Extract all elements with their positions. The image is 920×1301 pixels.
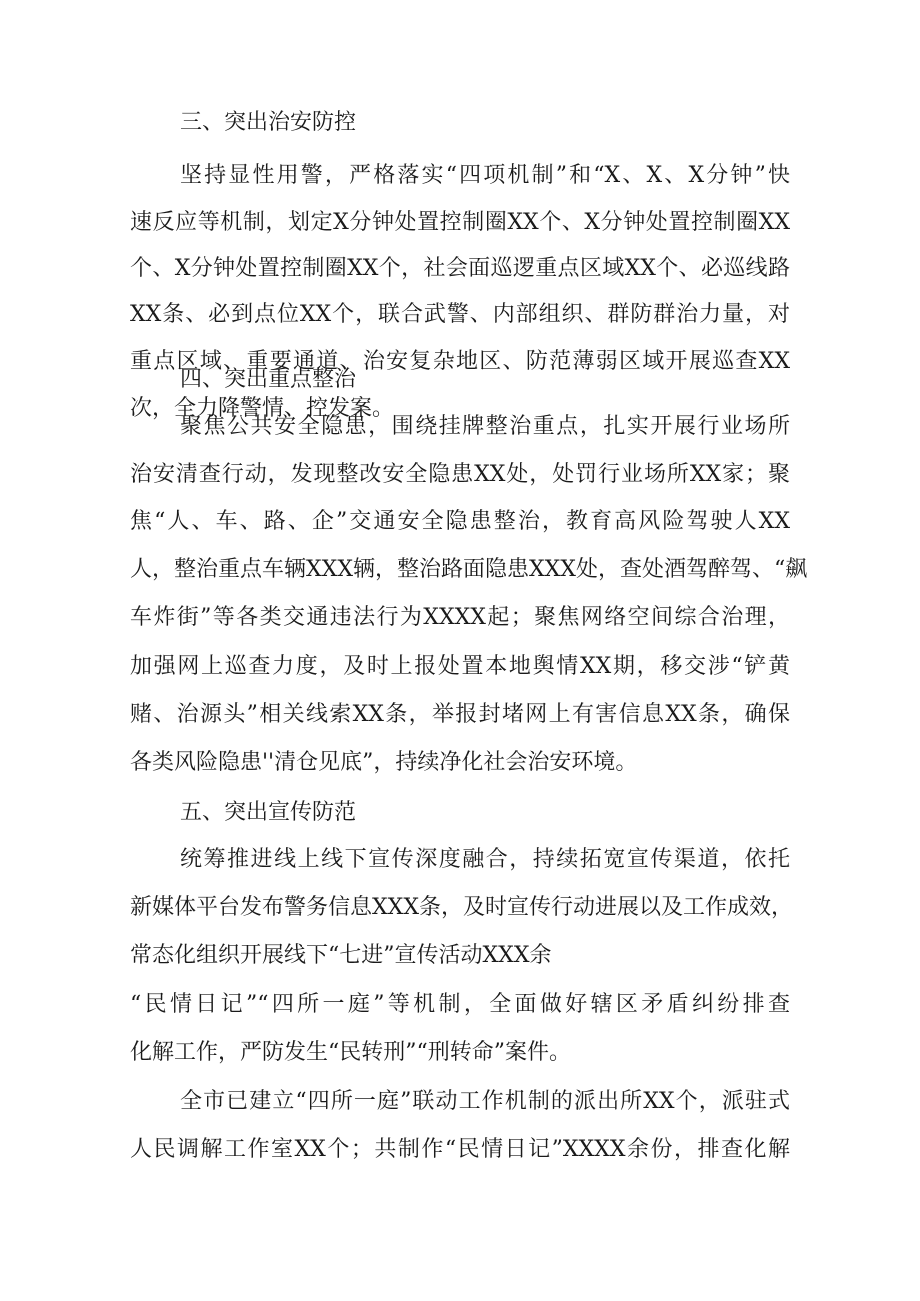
section-heading-3: 三、突出治安防控 (180, 110, 357, 135)
paragraph-line: 人民调解工作室XX个；共制作“民情日记”XXXX余份，排查化解 (130, 1137, 790, 1162)
paragraph-line: 车炸街”等各类交通违法行为XXXX起；聚焦网络空间综合治理， (130, 605, 790, 630)
paragraph-line: 次，全力降警情、控发案。 (130, 396, 395, 421)
paragraph-line: XX条、必到点位XX个，联合武警、内部组织、群防群治力量，对 (130, 302, 790, 327)
paragraph-line: 速反应等机制，划定X分钟处置控制圈XX个、X分钟处置控制圈XX (130, 210, 790, 235)
section-heading-5: 五、突出宣传防范 (180, 800, 357, 825)
paragraph-line: 治安清查行动，发现整改安全隐患XX处，处罚行业场所XX家；聚 (130, 462, 790, 487)
section-heading-4: 四、突出重点整治 (180, 367, 357, 392)
paragraph-line: 重点区域、重要通道、治安复杂地区、防范薄弱区域开展巡查XX (130, 349, 790, 374)
paragraph-line: 个、X分钟处置控制圈XX个，社会面巡逻重点区域XX个、必巡线路 (130, 256, 790, 281)
paragraph-line: 各类风险隐患''清仓见底”，持续净化社会治安环境。 (130, 750, 638, 775)
paragraph-line: 化解工作，严防发生“民转刑”“刑转命”案件。 (130, 1040, 571, 1065)
paragraph-line: 焦“人、车、路、企”交通安全隐患整治，教育高风险驾驶人XX (130, 509, 790, 534)
paragraph-line: 赌、治源头”相关线索XX条，举报封堵网上有害信息XX条，确保 (130, 702, 790, 727)
paragraph-line: 人，整治重点车辆XXX辆，整治路面隐患XXX处，查处酒驾醉驾、“飙 (130, 557, 808, 582)
paragraph-line: 全市已建立“四所一庭”联动工作机制的派出所XX个，派驻式 (180, 1089, 790, 1114)
paragraph-line: 常态化组织开展线下“七进”宣传活动XXX余 (130, 943, 552, 968)
paragraph-line: 新媒体平台发布警务信息XXX条，及时宣传行动进展以及工作成效， (130, 895, 793, 920)
paragraph-line: 加强网上巡查力度，及时上报处置本地舆情XX期，移交涉“铲黄 (130, 654, 790, 679)
paragraph-line: 统筹推进线上线下宣传深度融合，持续拓宽宣传渠道，依托 (180, 847, 790, 872)
paragraph-line: 坚持显性用警，严格落实“四项机制”和“X、X、X分钟”快 (180, 163, 790, 188)
paragraph-line: 聚焦公共安全隐患，围绕挂牌整治重点，扎实开展行业场所 (180, 414, 790, 439)
paragraph-line: “民情日记”“四所一庭”等机制，全面做好辖区矛盾纠纷排查 (130, 992, 790, 1017)
